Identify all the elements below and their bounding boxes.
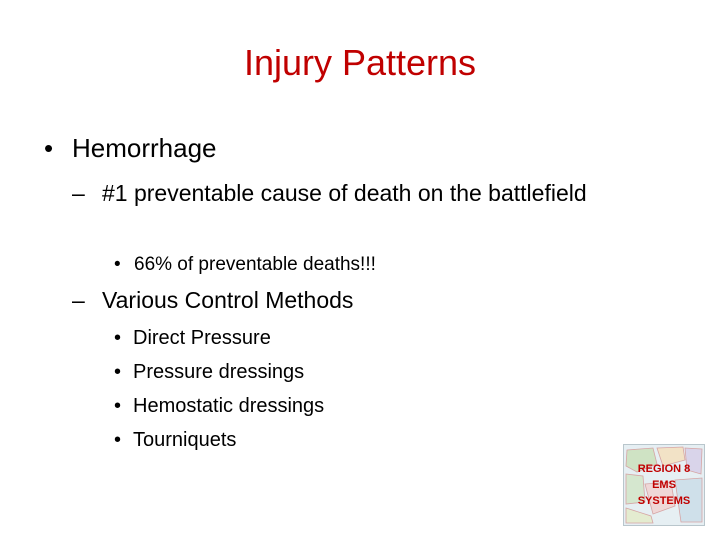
bullet-marker: • <box>114 429 122 451</box>
method-direct-pressure <box>114 327 271 350</box>
bullet-marker: • <box>44 133 54 163</box>
logo-line-3: SYSTEMS <box>637 495 691 507</box>
region-8-ems-logo <box>623 444 705 526</box>
method-text: Tourniquets <box>133 429 237 451</box>
method-text: Direct Pressure <box>133 327 271 349</box>
logo-line-1: REGION 8 <box>637 463 691 475</box>
sub-bullet-text: #1 preventable cause of death on the battlefield <box>102 180 587 206</box>
sub-bullet-preventable-cause <box>72 178 622 209</box>
slide-title: Injury Patterns <box>243 42 477 83</box>
method-text: Pressure dressings <box>133 361 305 383</box>
sub-sub-bullet-66-percent <box>114 254 376 276</box>
sub-sub-bullet-text: 66% of preventable deaths!!! <box>134 254 376 275</box>
dash-marker: – <box>72 287 85 313</box>
bullet-marker: • <box>114 327 122 349</box>
logo-line-2: EMS <box>652 479 676 491</box>
method-text: Hemostatic dressings <box>133 395 325 417</box>
sub-bullet-text: Various Control Methods <box>102 287 354 313</box>
bullet-text: Hemorrhage <box>72 133 217 163</box>
bullet-marker: • <box>114 254 121 275</box>
bullet-marker: • <box>114 361 122 383</box>
sub-bullet-control-methods <box>72 285 353 316</box>
method-tourniquets <box>114 429 236 452</box>
dash-marker: – <box>72 180 85 206</box>
method-hemostatic-dressings <box>114 395 324 418</box>
bullet-hemorrhage <box>44 133 217 164</box>
bullet-marker: • <box>114 395 122 417</box>
method-pressure-dressings <box>114 361 304 384</box>
